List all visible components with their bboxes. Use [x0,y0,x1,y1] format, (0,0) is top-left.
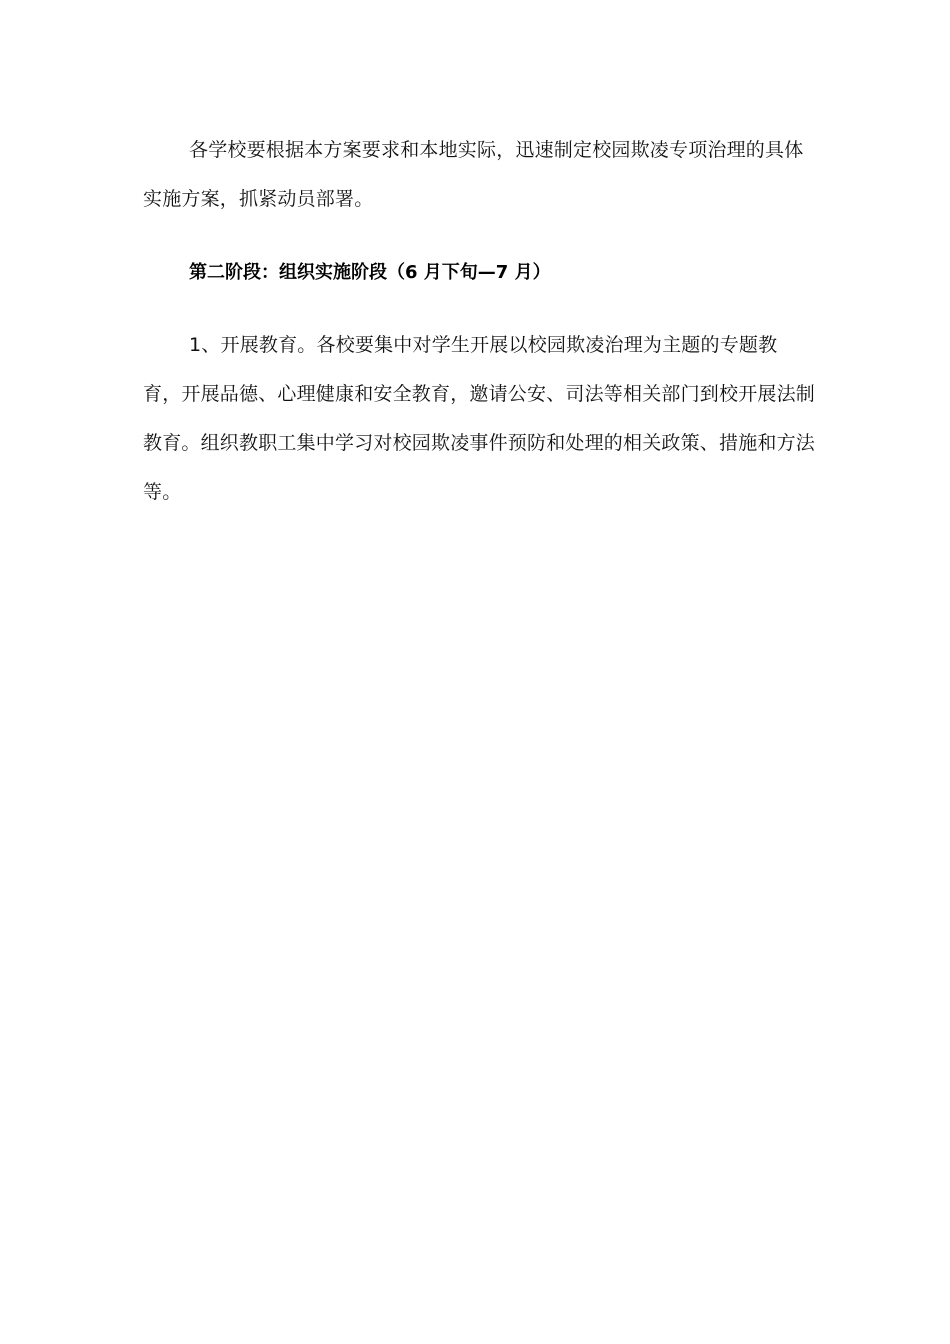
paragraph-education: 1、开展教育。各校要集中对学生开展以校园欺凌治理为主题的专题教育，开展品德、心理健康和安全教育，邀请公安、司法等相关部门到校开展法制教育。组织教职工集中学习对校园欺凌事件预防和处理的相关政策、措施和方法等。 [143,334,816,503]
spacer [143,224,815,248]
document-body [143,126,815,517]
spacer [143,297,815,321]
paragraph-preparation: 各学校要根据本方案要求和本地实际，迅速制定校园欺凌专项治理的具体实施方案，抓紧动员部署。 [143,139,804,210]
section-heading-stage-two: 第二阶段：组织实施阶段（6 月下旬—7 月） [189,262,551,283]
